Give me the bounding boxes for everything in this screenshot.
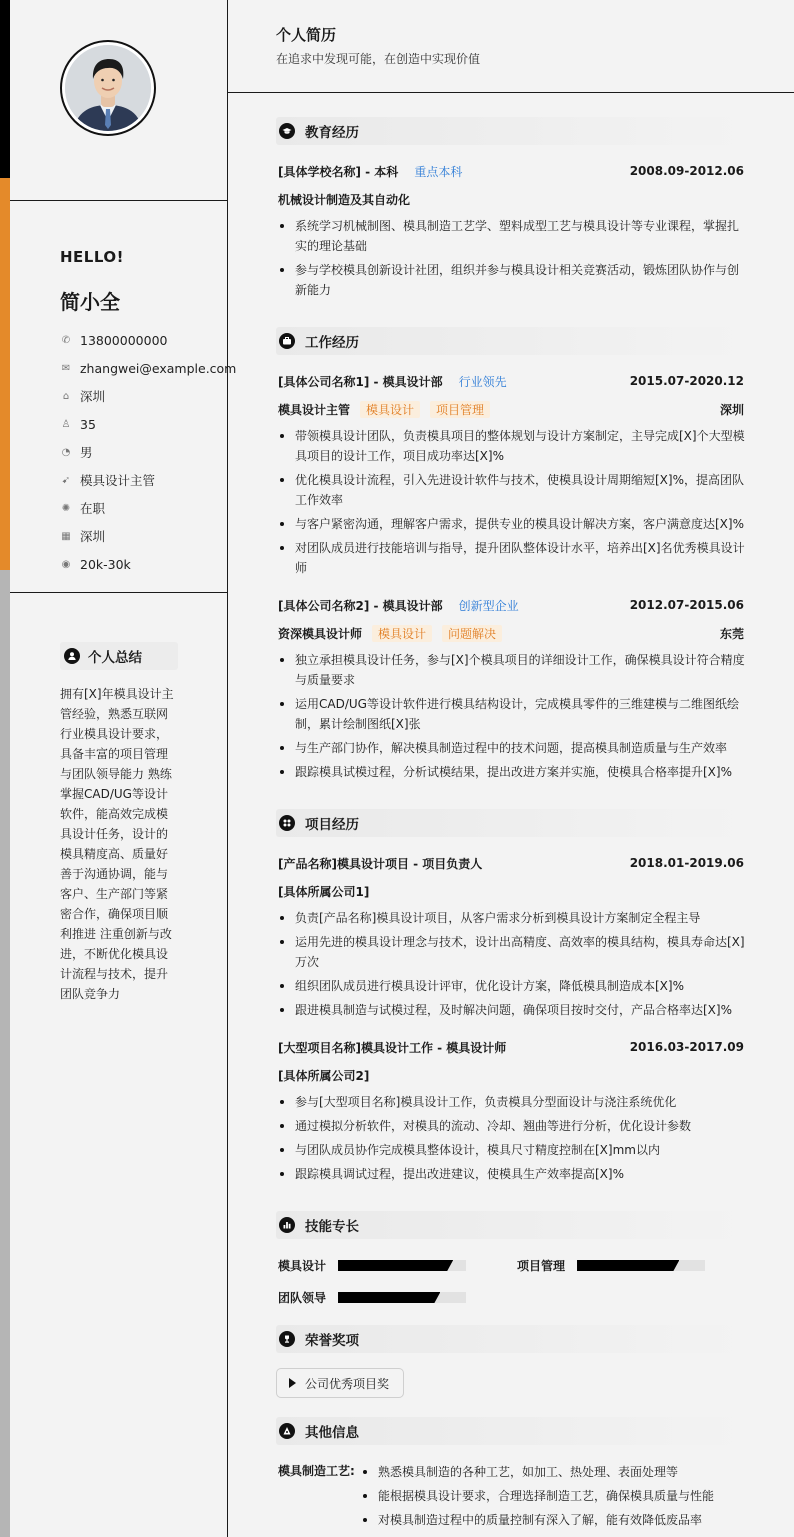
hello-heading: HELLO! <box>60 248 124 266</box>
project-date: 2018.01-2019.06 <box>629 856 744 870</box>
education-header <box>276 117 744 145</box>
job-city: 深圳 <box>719 402 744 417</box>
project-bullets <box>278 1092 746 1188</box>
list-item: 跟进模具制造与试模过程，及时解决问题，确保项目按时交付，产品合格率达[X]% <box>278 1000 746 1020</box>
job-row <box>278 595 744 615</box>
major-row <box>278 189 744 209</box>
list-item: 参与[大型项目名称]模具设计工作，负责模具分型面设计与浇注系统优化 <box>278 1092 746 1112</box>
education-row <box>278 161 744 181</box>
project-company-row <box>278 1065 744 1085</box>
contact-text: 20k-30k <box>80 556 131 572</box>
skill-name: 团队领导 <box>278 1291 327 1305</box>
honors-header <box>276 1325 744 1353</box>
color-strip-gray <box>0 570 10 1537</box>
projects-header <box>276 809 744 837</box>
page-title: 个人简历 <box>276 26 337 44</box>
education-bullets <box>278 216 746 304</box>
projects-title: 项目经历 <box>305 817 359 833</box>
contact-text: zhangwei@example.com <box>80 360 237 376</box>
job-city: 东莞 <box>719 626 744 641</box>
summary-header <box>60 642 178 670</box>
list-item: 负责[产品名称]模具设计项目，从客户需求分析到模具设计方案制定全程主导 <box>278 908 746 928</box>
job-bullets <box>278 650 746 786</box>
building-icon: ▦ <box>61 530 71 542</box>
contact-text: 35 <box>80 416 96 432</box>
list-item: 熟悉模具制造的各种工艺，如加工、热处理、表面处理等 <box>363 1460 714 1484</box>
contact-text: 模具设计主管 <box>80 473 156 488</box>
list-item: 组织团队成员进行模具设计评审，优化设计方案，降低模具制造成本[X]% <box>278 976 746 996</box>
list-item: 运用CAD/UG等设计软件进行模具结构设计，完成模具零件的三维建模与二维图纸绘制，累计绘制图纸[X]张 <box>278 694 746 734</box>
bar-chart-icon <box>279 1217 295 1233</box>
company-tag: 创新型企业 <box>458 598 519 613</box>
skill-bar-fill <box>577 1260 679 1271</box>
project-name: [大型项目名称]模具设计工作 - 模具设计师 <box>278 1040 507 1055</box>
gender-icon: ◔ <box>61 446 71 458</box>
list-item: 系统学习机械制图、模具制造工艺学、塑料成型工艺与模具设计等专业课程，掌握扎实的理论基础 <box>278 216 746 256</box>
award-item[interactable] <box>276 1368 404 1398</box>
other-header <box>276 1417 744 1445</box>
user-icon <box>64 648 80 664</box>
info-icon <box>279 1423 295 1439</box>
contact-item <box>60 494 236 522</box>
school-name: [具体学校名称] - 本科 <box>278 164 399 179</box>
divider <box>228 92 794 93</box>
graduation-cap-icon <box>279 123 295 139</box>
avatar-image <box>65 45 151 131</box>
list-item: 与客户紧密沟通，理解客户需求，提供专业的模具设计解决方案，客户满意度达[X]% <box>278 514 746 534</box>
list-item: 与团队成员协作完成模具整体设计，模具尺寸精度控制在[X]mm以内 <box>278 1140 746 1160</box>
color-strip-black <box>0 0 10 178</box>
company-tag: 行业领先 <box>458 374 507 389</box>
summary-title: 个人总结 <box>88 650 142 666</box>
list-item: 能根据模具设计要求，合理选择制造工艺，确保模具质量与性能 <box>363 1484 714 1508</box>
contact-text: 男 <box>80 445 93 460</box>
candidate-name: 简小全 <box>60 290 120 314</box>
skill-item <box>278 1289 466 1306</box>
other-label: 模具制造工艺: <box>278 1464 355 1478</box>
salary-icon: ◉ <box>61 558 71 570</box>
company-name: [具体公司名称1] - 模具设计部 <box>278 374 443 389</box>
contact-item <box>60 354 236 382</box>
skill-bar-fill <box>338 1260 453 1271</box>
skills-title: 技能专长 <box>305 1219 359 1235</box>
position-row <box>278 399 744 419</box>
list-item: 对模具制造过程中的质量控制有深入了解，能有效降低废品率 <box>363 1508 714 1532</box>
contact-item <box>60 382 236 410</box>
skill-bar <box>338 1260 466 1271</box>
list-item: 运用先进的模具设计理念与技术，设计出高精度、高效率的模具结构，模具寿命达[X]万次 <box>278 932 746 972</box>
list-item: 与生产部门协作，解决模具制造过程中的技术问题，提高模具制造质量与生产效率 <box>278 738 746 758</box>
contact-text: 深圳 <box>80 389 106 404</box>
project-bullets <box>278 908 746 1024</box>
major-name: 机械设计制造及其自动化 <box>278 192 411 207</box>
project-date: 2016.03-2017.09 <box>629 1040 744 1054</box>
skill-bar <box>577 1260 705 1271</box>
trophy-icon <box>279 1331 295 1347</box>
home-icon: ⌂ <box>62 390 70 402</box>
briefcase-icon <box>279 333 295 349</box>
phone-icon: ✆ <box>61 334 71 346</box>
project-company: [具体所属公司2] <box>278 1068 370 1083</box>
skills-header <box>276 1211 744 1239</box>
contact-item <box>60 522 236 550</box>
school-tag: 重点本科 <box>414 164 463 179</box>
education-date: 2008.09-2012.06 <box>629 164 744 178</box>
list-item: 带领模具设计团队，负责模具项目的整体规划与设计方案制定，主导完成[X]个大型模具项目的设计工作，项目成功率达[X]% <box>278 426 746 466</box>
honors-title: 荣誉奖项 <box>305 1333 359 1349</box>
contact-text: 深圳 <box>80 529 106 544</box>
list-item: 跟踪模具试模过程，分析试模结果，提出改进方案并实施，使模具合格率提升[X]% <box>278 762 746 782</box>
send-icon: ➹ <box>61 474 71 486</box>
position-row <box>278 623 744 643</box>
list-item: 参与学校模具创新设计社团，组织并参与模具设计相关竞赛活动，锻炼团队协作与创新能力 <box>278 260 746 300</box>
job-date: 2015.07-2020.12 <box>629 374 744 388</box>
contact-item <box>60 326 236 354</box>
other-list <box>363 1460 714 1532</box>
divider <box>10 200 228 201</box>
contact-item <box>60 438 236 466</box>
grid-icon <box>279 815 295 831</box>
page-subtitle: 在追求中发现可能，在创造中实现价值 <box>276 52 481 66</box>
summary-text: 拥有[X]年模具设计主管经验，熟悉互联网行业模具设计要求，具备丰富的项目管理与团队领导能力 熟练掌握CAD/UG等设计软件，能高效完成模具设计任务，设计的模具精度高、质量好 善于沟通协调，能与客户、生产部门等紧密合作，确保项目顺利推进 注重创新与改进，不断优化模具设计流程与技术，提升团队竞争力 <box>60 687 174 1001</box>
list-item: 对团队成员进行技能培训与指导，提升团队整体设计水平，培养出[X]名优秀模具设计师 <box>278 538 746 578</box>
work-title: 工作经历 <box>305 335 359 351</box>
sidebar <box>10 0 237 1537</box>
skill-tag: 模具设计 <box>372 625 432 642</box>
skill-tag: 项目管理 <box>430 401 490 418</box>
contact-item <box>60 550 236 578</box>
contact-item <box>60 410 236 438</box>
job-bullets <box>278 426 746 582</box>
contact-info-list <box>60 326 236 578</box>
project-company: [具体所属公司1] <box>278 884 370 899</box>
play-icon <box>289 1378 296 1388</box>
list-item: 跟踪模具调试过程，提出改进建议，使模具生产效率提高[X]% <box>278 1164 746 1184</box>
color-strip-orange <box>0 178 10 570</box>
contact-item <box>60 466 236 494</box>
job-date: 2012.07-2015.06 <box>629 598 744 612</box>
person-photo-icon <box>65 45 151 131</box>
job-row <box>278 371 744 391</box>
other-title: 其他信息 <box>305 1425 359 1441</box>
project-row <box>278 853 744 873</box>
award-name: 公司优秀项目奖 <box>305 1376 390 1391</box>
mail-icon: ✉ <box>61 362 71 374</box>
skill-bar-fill <box>338 1292 440 1303</box>
skill-item <box>278 1257 466 1274</box>
skill-name: 模具设计 <box>278 1259 327 1273</box>
divider <box>10 592 228 593</box>
skill-bar <box>338 1292 466 1303</box>
age-icon: ♙ <box>61 418 71 430</box>
skill-name: 项目管理 <box>517 1259 566 1273</box>
contact-text: 13800000000 <box>80 332 168 348</box>
work-header <box>276 327 744 355</box>
project-row <box>278 1037 744 1057</box>
position-name: 模具设计主管 <box>278 402 351 417</box>
project-company-row <box>278 881 744 901</box>
education-title: 教育经历 <box>305 125 359 141</box>
list-item: 优化模具设计流程，引入先进设计软件与技术，使模具设计周期缩短[X]%，提高团队工作效率 <box>278 470 746 510</box>
company-name: [具体公司名称2] - 模具设计部 <box>278 598 443 613</box>
skill-item <box>517 1257 705 1274</box>
main-content <box>228 0 794 1537</box>
skill-tag: 模具设计 <box>360 401 420 418</box>
skill-tag: 问题解决 <box>442 625 502 642</box>
contact-text: 在职 <box>80 501 106 516</box>
status-icon: ✺ <box>61 502 71 514</box>
position-name: 资深模具设计师 <box>278 626 363 641</box>
list-item: 独立承担模具设计任务，参与[X]个模具项目的详细设计工作，确保模具设计符合精度与质量要求 <box>278 650 746 690</box>
project-name: [产品名称]模具设计项目 - 项目负责人 <box>278 856 483 871</box>
avatar <box>60 40 156 136</box>
list-item: 通过模拟分析软件，对模具的流动、冷却、翘曲等进行分析，优化设计参数 <box>278 1116 746 1136</box>
